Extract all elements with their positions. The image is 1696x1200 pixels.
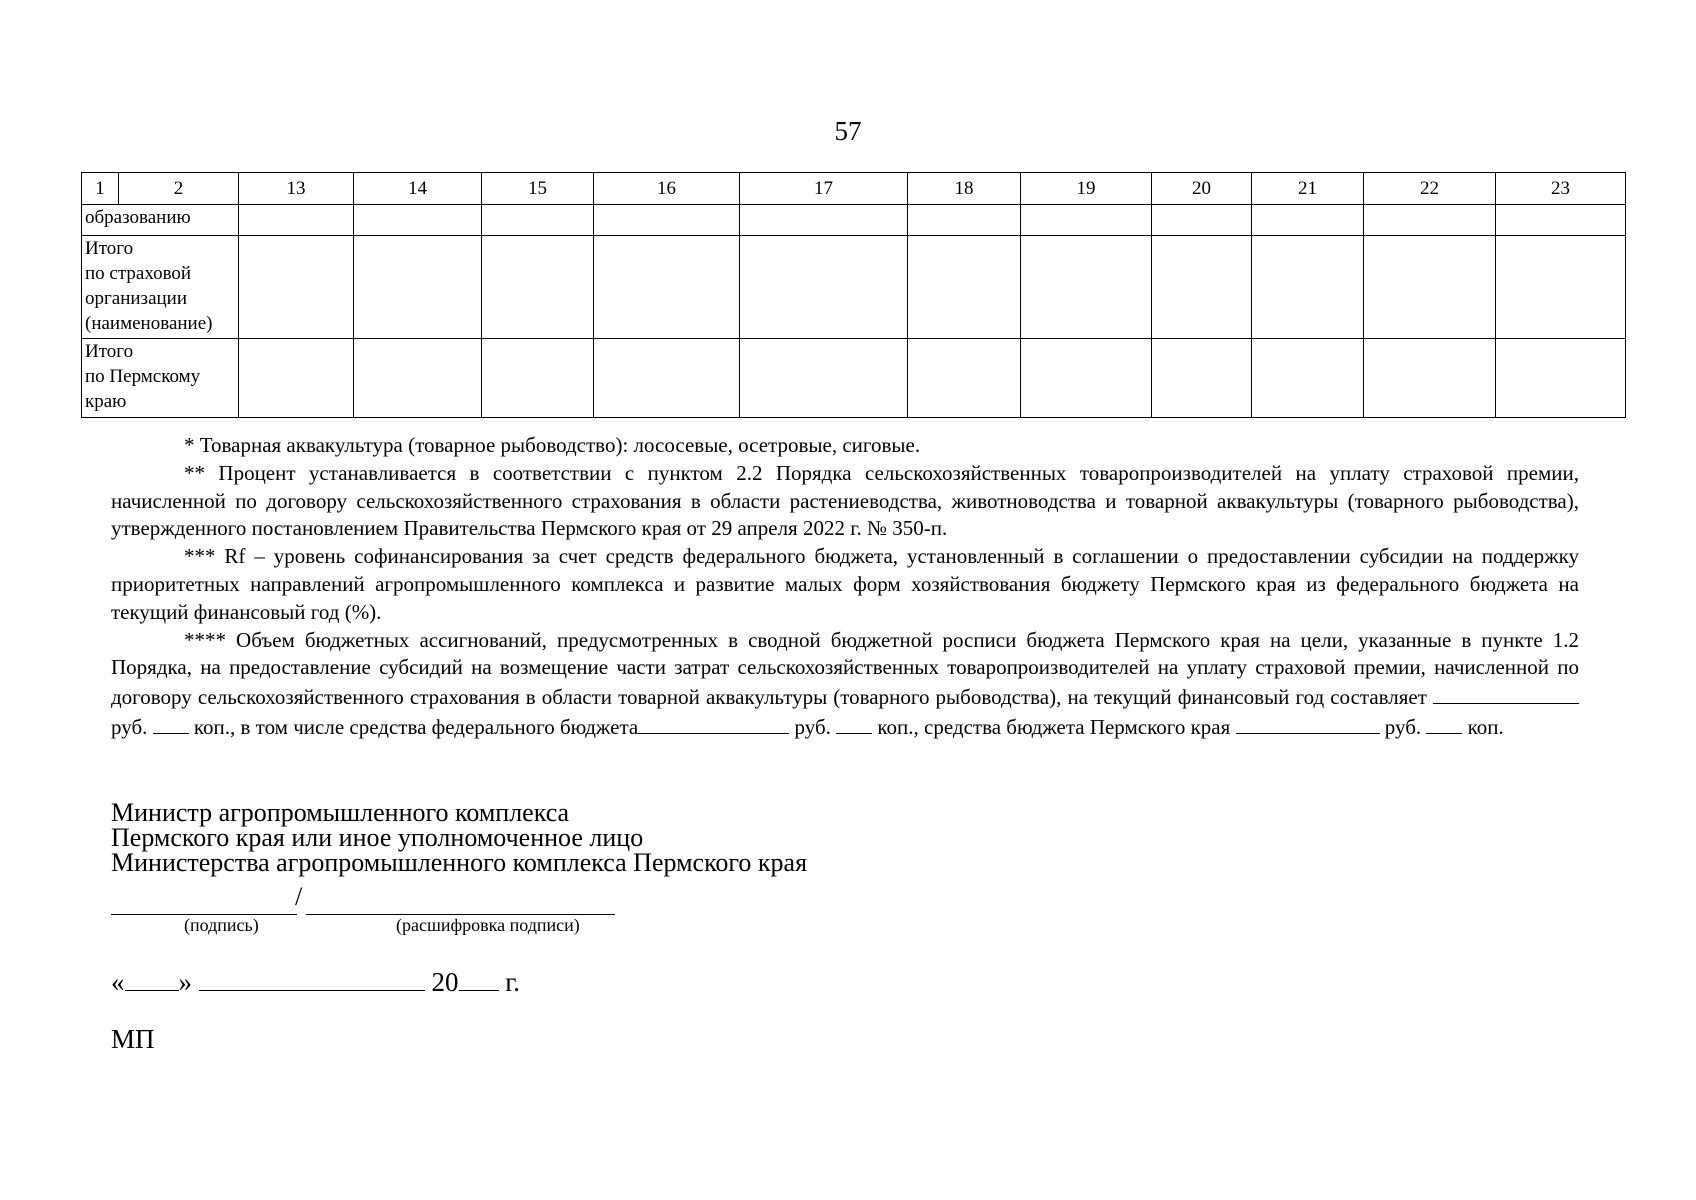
table-header-row <box>82 173 1626 205</box>
column-header: 1 <box>82 173 119 205</box>
stamp-place: МП <box>111 1024 155 1054</box>
table-cell <box>482 205 594 236</box>
day-blank <box>125 963 179 991</box>
year-prefix: 20 <box>431 967 459 997</box>
table-cell <box>482 236 594 339</box>
row-label-line: краю <box>85 391 127 412</box>
column-header: 21 <box>1252 173 1364 205</box>
year-suffix: г. <box>505 967 521 997</box>
rub-label: руб. <box>111 714 148 739</box>
table-cell <box>908 205 1021 236</box>
row-label-line: по страховой <box>85 263 192 284</box>
month-blank <box>199 963 425 991</box>
signatory-title-line: Министр агропромышленного комплекса <box>111 798 570 827</box>
column-header: 18 <box>908 173 1021 205</box>
federal-rub-blank <box>638 712 789 734</box>
regional-part-text: коп., средства бюджета Пермского края <box>877 714 1231 739</box>
signatory-title-line: Пермского края или иное уполномоченное лицо <box>111 823 644 852</box>
table-cell <box>740 339 908 418</box>
table-row <box>82 236 1626 339</box>
column-header: 14 <box>354 173 482 205</box>
date-close-quote: » <box>178 967 192 997</box>
table-cell <box>740 236 908 339</box>
table-cell <box>1021 339 1152 418</box>
table-cell <box>354 236 482 339</box>
signature-decode-caption: (расшифровка подписи) <box>396 915 580 935</box>
signature-line <box>111 890 297 915</box>
column-header: 16 <box>594 173 740 205</box>
footnote-1: * Товарная аквакультура (товарное рыбоводство): лососевые, осетровые, сиговые. <box>184 433 921 457</box>
table-cell <box>1496 339 1626 418</box>
signatory-title <box>111 800 807 875</box>
column-header: 20 <box>1152 173 1252 205</box>
table-cell <box>1252 236 1364 339</box>
table-cell <box>908 236 1021 339</box>
signature-decode-line <box>306 890 615 915</box>
table-cell <box>354 339 482 418</box>
table-cell <box>1364 339 1496 418</box>
table-cell <box>482 339 594 418</box>
table-cell <box>239 236 354 339</box>
regional-kop-blank <box>1426 712 1462 734</box>
row-label-line: Итого <box>85 341 134 362</box>
column-header: 17 <box>740 173 908 205</box>
footnote-4 <box>111 627 1579 742</box>
table-cell <box>594 339 740 418</box>
federal-part-text: в том числе средства федерального бюджета <box>240 714 639 739</box>
data-table <box>81 172 1626 418</box>
regional-rub-blank <box>1236 712 1380 734</box>
date-row <box>111 963 520 998</box>
row-label <box>82 236 239 339</box>
footnote-3: *** Rf – уровень софинансирования за счет средств федерального бюджета, установленный в соглашении о предоставлении субсидии на поддержку приоритетных направлений агропромышленного комплекса и развитие малых форм хозяйствования бюджету Пермского края из федерального бюджета на текущий финансовый год (%). <box>111 544 1579 624</box>
column-header: 15 <box>482 173 594 205</box>
date-open-quote: « <box>111 967 125 997</box>
kop-end-label: коп. <box>1467 714 1504 739</box>
table-cell <box>1252 205 1364 236</box>
signature-slash: / <box>295 882 303 911</box>
table-cell <box>1021 236 1152 339</box>
table-cell <box>354 205 482 236</box>
page-number: 57 <box>834 116 862 146</box>
footnote-4-text: **** Объем бюджетных ассигнований, предусмотренных в сводной бюджетной росписи бюджета Пермского края на цели, указанные в пункте 1.2 Порядка, на предоставление субсидий на возмещение части затрат сельскохозяйственных товаропроизводителей на уплату страховой премии, начисленной по договору сельскохозяйственного страхования в области товарной аквакультуры (товарного рыбоводства), на текущий финансовый год составляет <box>111 627 1579 710</box>
year-blank <box>459 963 499 991</box>
table-cell <box>1496 205 1626 236</box>
table-cell <box>594 236 740 339</box>
table-cell <box>1364 205 1496 236</box>
table-cell <box>908 339 1021 418</box>
table-cell <box>740 205 908 236</box>
table-cell <box>1364 236 1496 339</box>
table-cell <box>239 339 354 418</box>
column-header: 23 <box>1496 173 1626 205</box>
column-header: 13 <box>239 173 354 205</box>
rub-label: руб. <box>794 714 831 739</box>
column-header: 22 <box>1364 173 1496 205</box>
table-row <box>82 205 1626 236</box>
row-label-line: (наименование) <box>85 313 213 334</box>
table-cell <box>1152 236 1252 339</box>
kop-label: коп., <box>193 714 236 739</box>
row-label: образованию <box>82 205 239 236</box>
rub-label: руб. <box>1384 714 1422 739</box>
footnote-2: ** Процент устанавливается в соответствии с пунктом 2.2 Порядка сельскохозяйственных товаропроизводителей на уплату страховой премии, начисленной по договору сельскохозяйственного страхования в области растениеводства, животноводства и товарной аквакультуры (товарного рыбоводства), утвержденного постановлением Правительства Пермского края от 29 апреля 2022 г. № 350-п. <box>111 460 1579 541</box>
row-label-line: Итого <box>85 238 134 259</box>
table-cell <box>1152 339 1252 418</box>
signature-caption: (подпись) <box>184 915 259 935</box>
table-cell <box>1496 236 1626 339</box>
table-row <box>82 339 1626 418</box>
federal-kop-blank <box>836 712 872 734</box>
table-cell <box>1252 339 1364 418</box>
amount-rub-blank <box>1433 682 1579 704</box>
table-cell <box>1021 205 1152 236</box>
amount-kop-blank <box>153 712 189 734</box>
row-label <box>82 339 239 418</box>
table-cell <box>239 205 354 236</box>
table-cell <box>594 205 740 236</box>
footnotes <box>111 432 1579 742</box>
table-cell <box>1152 205 1252 236</box>
column-header: 19 <box>1021 173 1152 205</box>
signatory-title-line: Министерства агропромышленного комплекса Пермского края <box>111 848 808 877</box>
column-header: 2 <box>119 173 239 205</box>
row-label-line: организации <box>85 288 188 309</box>
row-label-line: по Пермскому <box>85 366 201 387</box>
